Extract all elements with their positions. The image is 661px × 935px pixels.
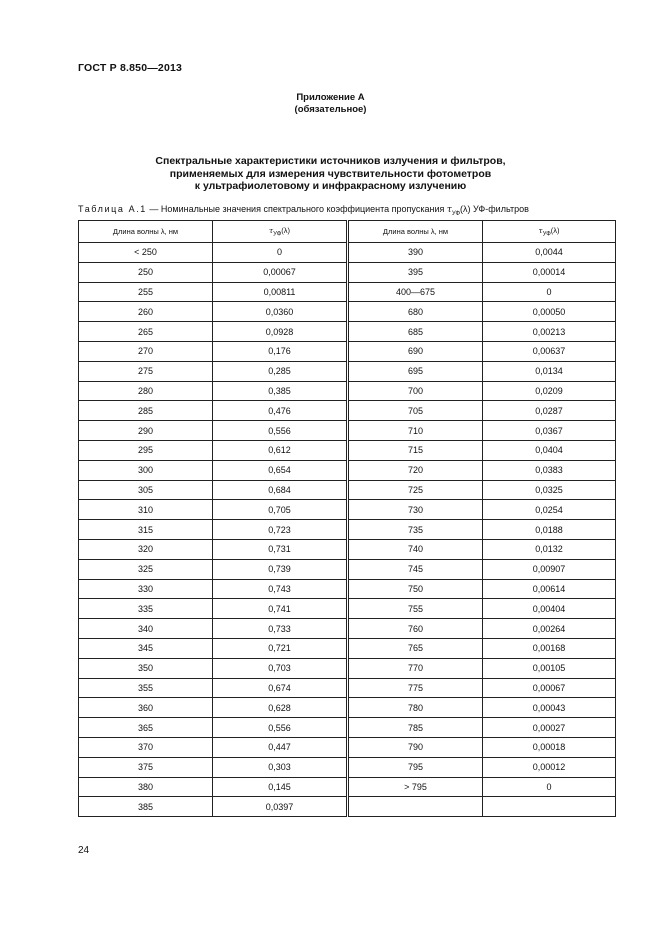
wavelength-cell: 285 — [79, 401, 213, 421]
tau-cell: 0,00018 — [483, 737, 616, 757]
wavelength-cell: 380 — [79, 777, 213, 797]
wavelength-cell: 750 — [349, 579, 483, 599]
wavelength-cell: 795 — [349, 757, 483, 777]
table-row — [79, 282, 616, 302]
tau-sub: УФ — [542, 231, 551, 238]
document-title — [0, 155, 661, 193]
tau-cell: 0,739 — [213, 559, 347, 579]
wavelength-cell: 385 — [79, 797, 213, 817]
tau-cell: 0,0360 — [213, 302, 347, 322]
tau-cell: 0,0254 — [483, 500, 616, 520]
wavelength-cell: 290 — [79, 421, 213, 441]
transmittance-table — [78, 220, 616, 817]
tau-cell: 0,733 — [213, 619, 347, 639]
tau-cell: 0,00014 — [483, 262, 616, 282]
wavelength-cell: 745 — [349, 559, 483, 579]
wavelength-cell: 260 — [79, 302, 213, 322]
table-row — [79, 599, 616, 619]
table-header-row — [79, 221, 616, 243]
table-caption-text: — Номинальные значения спектрального коэффициента пропускания — [146, 204, 447, 214]
wavelength-cell: 395 — [349, 262, 483, 282]
wavelength-cell: 320 — [79, 539, 213, 559]
wavelength-cell: 790 — [349, 737, 483, 757]
table-row — [79, 539, 616, 559]
table-row — [79, 262, 616, 282]
table-row — [79, 440, 616, 460]
wavelength-cell: 775 — [349, 678, 483, 698]
table-caption-symbol: τ — [446, 205, 452, 215]
table-row — [79, 401, 616, 421]
tau-cell: 0,00043 — [483, 698, 616, 718]
table-row — [79, 737, 616, 757]
wavelength-cell: 685 — [349, 322, 483, 342]
table-row — [79, 243, 616, 263]
table-row — [79, 460, 616, 480]
table-row — [79, 777, 616, 797]
wavelength-cell: 325 — [79, 559, 213, 579]
wavelength-cell: 780 — [349, 698, 483, 718]
tau-cell: 0,0209 — [483, 381, 616, 401]
wavelength-cell: 765 — [349, 638, 483, 658]
tau-arg: (λ) — [281, 225, 291, 235]
table-row — [79, 302, 616, 322]
wavelength-cell: < 250 — [79, 243, 213, 263]
wavelength-cell: 755 — [349, 599, 483, 619]
tau-cell: 0,176 — [213, 341, 347, 361]
wavelength-cell: > 795 — [349, 777, 483, 797]
tau-cell: 0,447 — [213, 737, 347, 757]
tau-cell: 0,00050 — [483, 302, 616, 322]
tau-cell — [483, 797, 616, 817]
tau-cell: 0,0928 — [213, 322, 347, 342]
page-number: 24 — [78, 845, 90, 856]
table-row — [79, 381, 616, 401]
tau-cell: 0,00105 — [483, 658, 616, 678]
table-row — [79, 421, 616, 441]
tau-sub: УФ — [273, 231, 282, 238]
tau-cell: 0,0188 — [483, 520, 616, 540]
wavelength-cell: 355 — [79, 678, 213, 698]
wavelength-cell: 715 — [349, 440, 483, 460]
tau-cell: 0,0134 — [483, 361, 616, 381]
tau-arg: (λ) — [550, 225, 560, 235]
wavelength-cell: 700 — [349, 381, 483, 401]
wavelength-cell: 340 — [79, 619, 213, 639]
table-body — [79, 243, 616, 817]
tau-cell: 0,0404 — [483, 440, 616, 460]
tau-cell: 0,385 — [213, 381, 347, 401]
wavelength-cell: 255 — [79, 282, 213, 302]
wavelength-cell: 375 — [79, 757, 213, 777]
tau-cell: 0,556 — [213, 718, 347, 738]
tau-cell: 0,303 — [213, 757, 347, 777]
tau-cell: 0,674 — [213, 678, 347, 698]
tau-symbol: τ — [538, 225, 543, 235]
table-caption-tail: УФ-фильтров — [470, 204, 529, 214]
tau-cell: 0,0044 — [483, 243, 616, 263]
table-row — [79, 559, 616, 579]
wavelength-cell: 330 — [79, 579, 213, 599]
wavelength-cell: 250 — [79, 262, 213, 282]
tau-cell: 0,0383 — [483, 460, 616, 480]
tau-cell: 0,0132 — [483, 539, 616, 559]
wavelength-cell: 345 — [79, 638, 213, 658]
tau-cell: 0,703 — [213, 658, 347, 678]
tau-cell: 0,556 — [213, 421, 347, 441]
wavelength-cell: 710 — [349, 421, 483, 441]
tau-cell: 0,476 — [213, 401, 347, 421]
table-row — [79, 698, 616, 718]
tau-cell: 0,0325 — [483, 480, 616, 500]
table-row — [79, 480, 616, 500]
tau-cell: 0,0367 — [483, 421, 616, 441]
wavelength-cell — [349, 797, 483, 817]
table-caption-label: Таблица А.1 — [78, 204, 147, 214]
header-tau-left — [213, 221, 347, 243]
wavelength-cell: 680 — [349, 302, 483, 322]
tau-cell: 0,00404 — [483, 599, 616, 619]
wavelength-cell: 350 — [79, 658, 213, 678]
tau-cell: 0,00614 — [483, 579, 616, 599]
wavelength-cell: 785 — [349, 718, 483, 738]
wavelength-cell: 335 — [79, 599, 213, 619]
table-row — [79, 322, 616, 342]
wavelength-cell: 310 — [79, 500, 213, 520]
appendix-heading — [0, 92, 661, 116]
table-row — [79, 658, 616, 678]
wavelength-cell: 365 — [79, 718, 213, 738]
tau-cell: 0 — [483, 777, 616, 797]
wavelength-cell: 695 — [349, 361, 483, 381]
header-wavelength-left: Длина волны λ, нм — [79, 221, 213, 243]
tau-cell: 0,654 — [213, 460, 347, 480]
table-caption-arg: (λ) — [460, 204, 471, 214]
appendix-title: Приложение А — [296, 92, 365, 103]
wavelength-cell: 705 — [349, 401, 483, 421]
title-line-1: Спектральные характеристики источников излучения и фильтров, — [155, 155, 506, 167]
tau-cell: 0,00637 — [483, 341, 616, 361]
tau-cell: 0,721 — [213, 638, 347, 658]
header-wavelength-right: Длина волны λ, нм — [349, 221, 483, 243]
wavelength-cell: 300 — [79, 460, 213, 480]
wavelength-cell: 305 — [79, 480, 213, 500]
tau-cell: 0,00168 — [483, 638, 616, 658]
tau-cell: 0,741 — [213, 599, 347, 619]
tau-symbol: τ — [268, 225, 274, 235]
tau-cell: 0,00067 — [213, 262, 347, 282]
table-row — [79, 500, 616, 520]
tau-cell: 0,285 — [213, 361, 347, 381]
tau-cell: 0,684 — [213, 480, 347, 500]
wavelength-cell: 360 — [79, 698, 213, 718]
wavelength-cell: 735 — [349, 520, 483, 540]
tau-cell: 0,628 — [213, 698, 347, 718]
wavelength-cell: 275 — [79, 361, 213, 381]
table-row — [79, 361, 616, 381]
wavelength-cell: 770 — [349, 658, 483, 678]
table-row — [79, 638, 616, 658]
wavelength-cell: 270 — [79, 341, 213, 361]
tau-cell: 0,705 — [213, 500, 347, 520]
tau-cell: 0,743 — [213, 579, 347, 599]
tau-cell: 0,00012 — [483, 757, 616, 777]
wavelength-cell: 265 — [79, 322, 213, 342]
table-row — [79, 520, 616, 540]
wavelength-cell: 760 — [349, 619, 483, 639]
wavelength-cell: 315 — [79, 520, 213, 540]
appendix-note: (обязательное) — [294, 104, 367, 115]
wavelength-cell: 725 — [349, 480, 483, 500]
title-line-3: к ультрафиолетовому и инфракрасному излучению — [194, 180, 467, 192]
table-row — [79, 757, 616, 777]
wavelength-cell: 280 — [79, 381, 213, 401]
wavelength-cell: 390 — [349, 243, 483, 263]
header-tau-right — [483, 221, 616, 243]
table-row — [79, 797, 616, 817]
wavelength-cell: 400—675 — [349, 282, 483, 302]
tau-cell: 0 — [213, 243, 347, 263]
standard-number: ГОСТ Р 8.850—2013 — [78, 62, 183, 74]
tau-cell: 0,0397 — [213, 797, 347, 817]
tau-cell: 0,00264 — [483, 619, 616, 639]
table-caption — [78, 204, 529, 217]
wavelength-cell: 295 — [79, 440, 213, 460]
tau-cell: 0,00811 — [213, 282, 347, 302]
table-caption-sub: УФ — [451, 210, 461, 217]
tau-cell: 0,0287 — [483, 401, 616, 421]
tau-cell: 0,723 — [213, 520, 347, 540]
tau-cell: 0,731 — [213, 539, 347, 559]
wavelength-cell: 740 — [349, 539, 483, 559]
table-row — [79, 579, 616, 599]
tau-cell: 0,00213 — [483, 322, 616, 342]
tau-cell: 0,612 — [213, 440, 347, 460]
wavelength-cell: 370 — [79, 737, 213, 757]
title-line-2: применяемых для измерения чувствительности фотометров — [169, 167, 492, 180]
wavelength-cell: 730 — [349, 500, 483, 520]
tau-cell: 0,00907 — [483, 559, 616, 579]
wavelength-cell: 720 — [349, 460, 483, 480]
tau-cell: 0,00067 — [483, 678, 616, 698]
table-row — [79, 678, 616, 698]
tau-cell: 0,145 — [213, 777, 347, 797]
wavelength-cell: 690 — [349, 341, 483, 361]
tau-cell: 0,00027 — [483, 718, 616, 738]
table-row — [79, 718, 616, 738]
table-row — [79, 341, 616, 361]
table-row — [79, 619, 616, 639]
tau-cell: 0 — [483, 282, 616, 302]
